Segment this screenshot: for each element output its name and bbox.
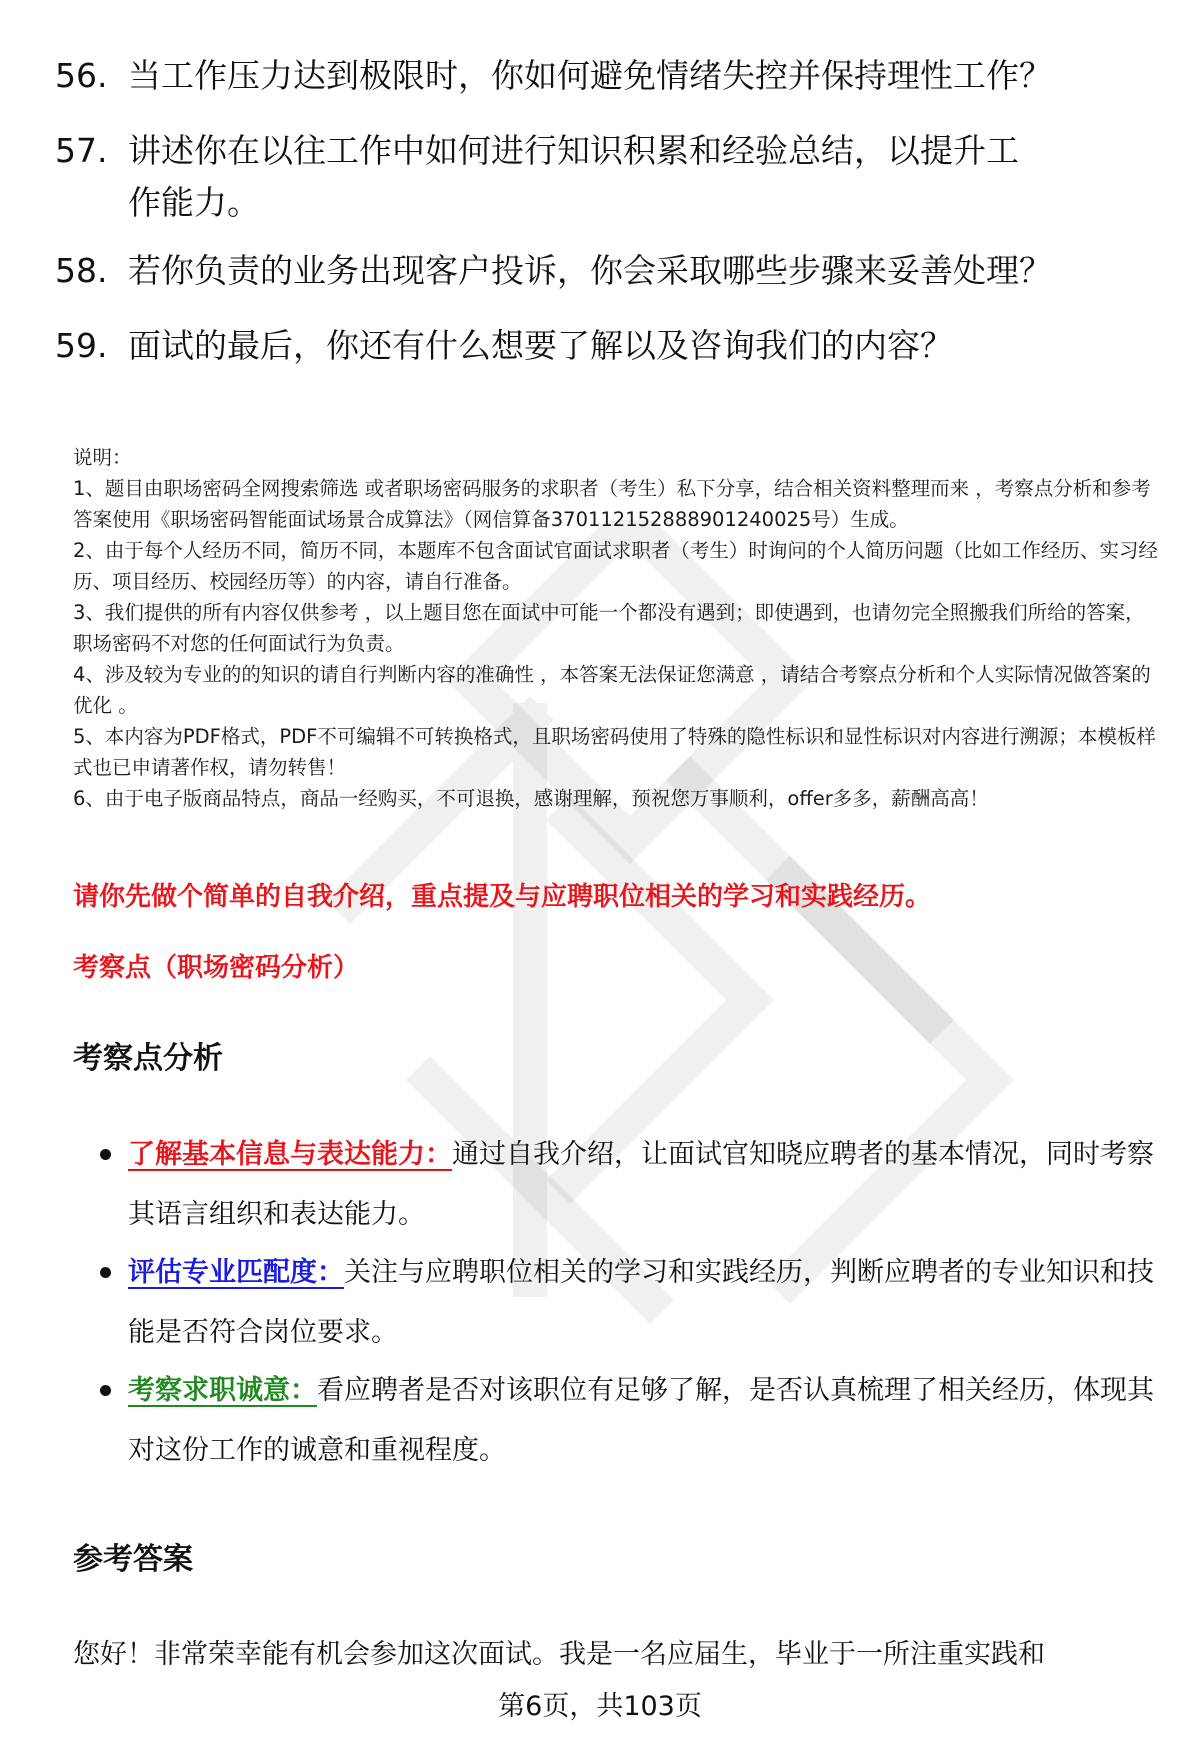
note-item: 6、由于电子版商品特点，商品一经购买，不可退换，感谢理解，预祝您万事顺利，offer多多，薪酬高高！ [73, 787, 989, 810]
note-item: 1、题目由职场密码全网搜索筛选 或者职场密码服务的求职者（考生）私下分享，结合相关资料整理而来 ，考察点分析和参考答案使用《职场密码智能面试场景合成算法》（网信算备370112152888901240025号）生成。 [73, 477, 1151, 531]
question-58 [55, 245, 1155, 297]
analysis-point [100, 1125, 1160, 1245]
question-number: 58. [55, 251, 108, 290]
question-text: 讲述你在以往工作中如何进行知识积累和经验总结，以提升工作能力。 [128, 131, 1019, 222]
point-label: 评估专业匹配度： [128, 1257, 344, 1288]
note-item: 4、涉及较为专业的的知识的请自行判断内容的准确性 ，本答案无法保证您满意 ，请结合考察点分析和个人实际情况做答案的优化 。 [73, 663, 1151, 717]
question-56 [55, 50, 1155, 102]
point-label: 考察求职诚意： [128, 1375, 317, 1406]
main-question: 请你先做个简单的自我介绍，重点提及与应聘职位相关的学习和实践经历。 [73, 882, 932, 912]
question-number: 57. [55, 131, 108, 170]
question-57 [55, 125, 1155, 229]
point-text: 关注与应聘职位相关的学习和实践经历，判断应聘者的专业知识和技能是否符合岗位要求。 [128, 1257, 1154, 1348]
analysis-point [100, 1361, 1160, 1481]
bullet-icon [100, 1385, 111, 1396]
notes-heading: 说明： [73, 446, 132, 469]
point-label: 了解基本信息与表达能力： [128, 1139, 452, 1170]
point-text: 通过自我介绍，让面试官知晓应聘者的基本情况，同时考察其语言组织和表达能力。 [128, 1139, 1154, 1230]
disclaimer-notes [73, 442, 1163, 814]
question-text: 当工作压力达到极限时，你如何避免情绪失控并保持理性工作？ [128, 56, 1052, 95]
bullet-icon [100, 1149, 111, 1160]
answer-heading: 参考答案 [73, 1542, 193, 1577]
page-footer: 第6页，共103页 [498, 1691, 702, 1722]
note-item: 3、我们提供的所有内容仅供参考 ，以上题目您在面试中可能一个都没有遇到；即使遇到，也请勿完全照搬我们所给的答案，职场密码不对您的任何面试行为负责。 [73, 601, 1145, 655]
analysis-label: 考察点（职场密码分析） [73, 953, 360, 983]
question-number: 56. [55, 56, 108, 95]
note-item: 5、本内容为PDF格式，PDF不可编辑不可转换格式，且职场密码使用了特殊的隐性标识和显性标识对内容进行溯源；本模板样式也已申请著作权，请勿转售！ [73, 725, 1156, 779]
analysis-heading: 考察点分析 [73, 1041, 223, 1076]
bullet-icon [100, 1267, 111, 1278]
point-text: 看应聘者是否对该职位有足够了解，是否认真梳理了相关经历，体现其对这份工作的诚意和重视程度。 [128, 1375, 1154, 1466]
question-text: 面试的最后，你还有什么想要了解以及咨询我们的内容？ [128, 326, 953, 365]
note-item: 2、由于每个人经历不同，简历不同，本题库不包含面试官面试求职者（考生）时询问的个人简历问题（比如工作经历、实习经历、项目经历、校园经历等）的内容，请自行准备。 [73, 539, 1158, 593]
question-59 [55, 320, 1155, 372]
analysis-point [100, 1243, 1160, 1363]
question-text: 若你负责的业务出现客户投诉，你会采取哪些步骤来妥善处理？ [128, 251, 1052, 290]
answer-text: 您好！非常荣幸能有机会参加这次面试。我是一名应届生，毕业于一所注重实践和 [73, 1639, 1045, 1670]
question-number: 59. [55, 326, 108, 365]
